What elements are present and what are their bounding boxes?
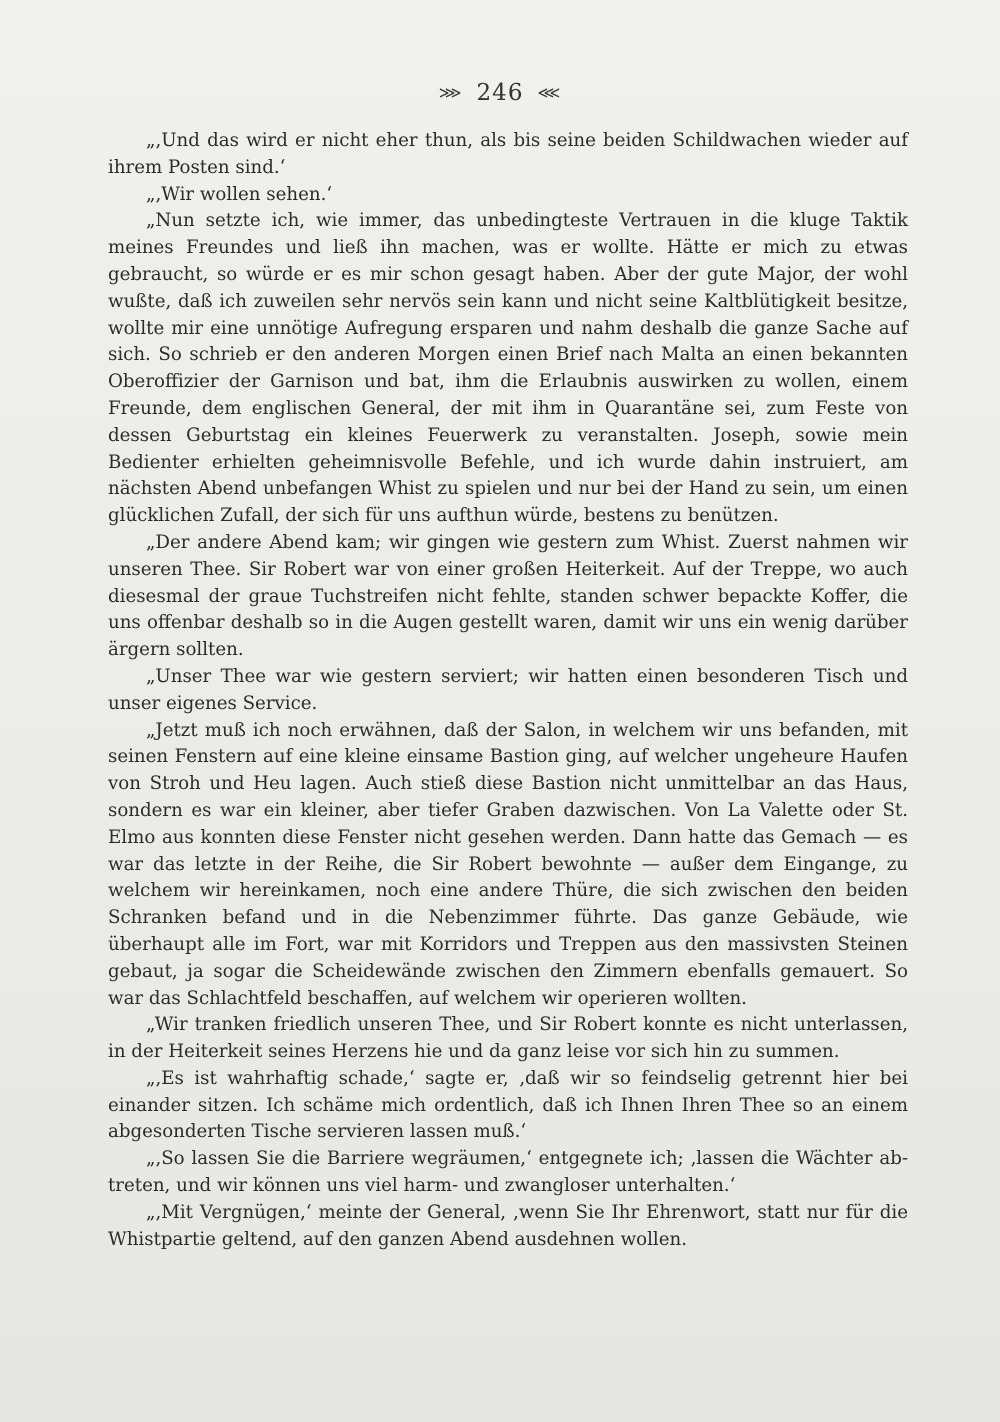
paragraph: „Wir tranken friedlich unseren Thee, und Sir Robert konnte es nicht unterlassen, in der Heiterkeit seines Herzens hie und da ganz leise vor sich hin zu summen. — [108, 1014, 908, 1063]
paragraph: „Jetzt muß ich noch erwähnen, daß der Salon, in welchem wir uns befanden, mit seinen Fenstern auf eine kleine einsame Bastion ging, auf welcher ungeheure Haufen von Stroh und Heu lagen. Auch stieß diese Bastion nicht unmittelbar an das Haus, sondern es war ein kleiner, aber tiefer Graben dazwischen. Von La Valette oder St. Elmo aus konnten diese Fenster nicht gesehen werden. Dann hatte das Gemach — es war das letzte in der Reihe, die Sir Robert bewohnte — außer dem Eingange, zu welchem wir hereinkamen, noch eine andere Thüre, die sich zwischen den beiden Schranken befand und in die Nebenzimmer führte. Das ganze Gebäude, wie überhaupt alle im Fort, war mit Korridors und Treppen aus den massivsten Steinen gebaut, ja sogar die Scheidewände zwischen den Zimmern ebenfalls gemauert. So war das Schlachtfeld beschaffen, auf welchem wir operieren wollten. — [108, 719, 908, 1009]
paragraph: „Der andere Abend kam; wir gingen wie gestern zum Whist. Zuerst nahmen wir unseren Thee. Sir Robert war von einer großen Heiterkeit. Auf der Treppe, wo auch diesesmal der graue Tuchstreifen nicht fehlte, standen schwer bepackte Koffer, die uns offenbar deshalb so in die Augen gestellt waren, damit wir uns ein wenig darüber ärgern sollten. — [108, 531, 908, 661]
right-ornament-icon: ⋘ — [537, 83, 562, 102]
paragraph: „‚So lassen Sie die Barriere wegräumen,‘ entgegnete ich; ‚lassen die Wächter abtreten, und wir können uns viel harm- und zwangloser unterhalten.‘ — [108, 1148, 908, 1197]
paragraph: „‚Und das wird er nicht eher thun, als bis seine beiden Schildwachen wieder auf ihrem Posten sind.‘ — [108, 130, 908, 178]
paragraph: „‚Mit Vergnügen,‘ meinte der General, ‚wenn Sie Ihr Ehrenwort, statt nur für die Whistpartie geltend, auf den ganzen Abend ausdehnen wollen. — [108, 1201, 908, 1250]
paragraph: „‚Wir wollen sehen.‘ — [146, 183, 333, 205]
body-text — [108, 128, 908, 1253]
page-header — [0, 80, 1000, 106]
paragraph: „‚Es ist wahrhaftig schade,‘ sagte er, ‚daß wir so feindselig getrennt hier bei einander sitzen. Ich schäme mich ordentlich, daß ich Ihnen Ihren Thee so an einem abgesonderten Tische servieren lassen muß.‘ — [108, 1067, 908, 1143]
left-ornament-icon: ⋙ — [438, 83, 463, 102]
paragraph: „Unser Thee war wie gestern serviert; wir hatten einen besonderen Tisch und unser eigenes Service. — [108, 665, 908, 714]
paragraph: „Nun setzte ich, wie immer, das unbedingteste Vertrauen in die kluge Taktik meines Freundes und ließ ihn machen, was er wollte. Hätte er mich zu etwas gebraucht, so würde er es mir schon gesagt haben. Aber der gute Major, der wohl wußte, daß ich zuweilen sehr nervös sein kann und nicht seine Kaltblütigkeit besitze, wollte mir eine unnötige Aufregung ersparen und nahm deshalb die ganze Sache auf sich. So schrieb er den anderen Morgen einen Brief nach Malta an einen bekannten Oberoffizier der Garnison und bat, ihm die Erlaubnis auswirken zu wollen, einem Freunde, dem englischen General, der mit ihm in Quarantäne sei, zum Feste von dessen Geburtstag ein kleines Feuerwerk zu veranstalten. Joseph, sowie mein Bedienter erhielten geheimnisvolle Befehle, und ich wurde dahin instruiert, am nächsten Abend unbefangen Whist zu spielen und nur bei der Hand zu sein, um einen glücklichen Zufall, der sich für uns aufthun würde, bestens zu benützen. — [108, 210, 908, 527]
page-number: 246 — [476, 80, 524, 106]
